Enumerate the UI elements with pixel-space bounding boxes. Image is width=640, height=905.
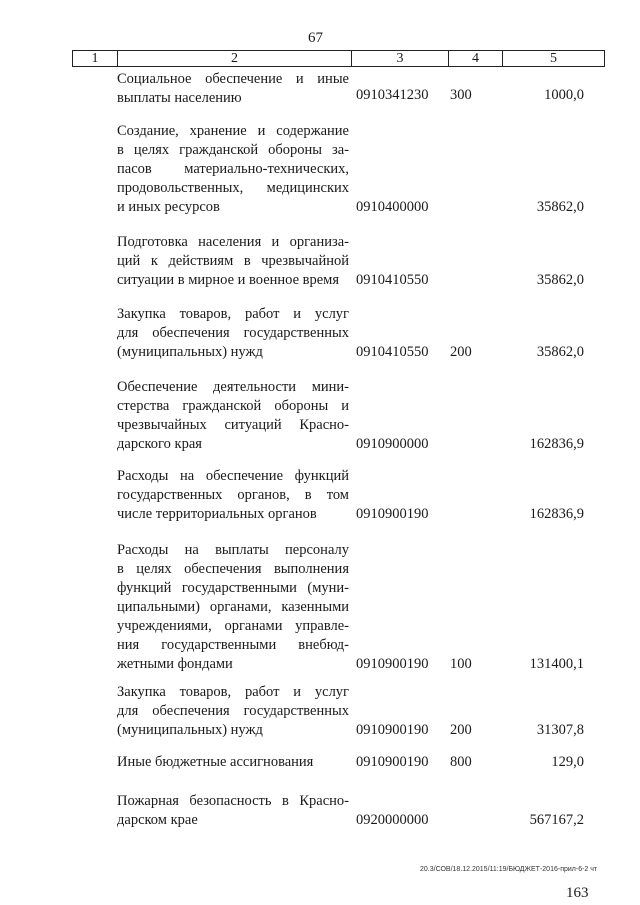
description-line: пасов материально-технических, <box>117 161 349 177</box>
description-line: функций государственными (муни- <box>117 580 349 596</box>
description-line: Пожарная безопасность в Красно- <box>117 793 349 809</box>
description-line: Расходы на обеспечение функций <box>117 468 349 484</box>
description-line: в целях гражданской обороны за- <box>117 142 349 158</box>
page-number: 67 <box>308 30 323 46</box>
description-line: (муниципальных) нужд <box>117 722 263 738</box>
row-description <box>117 792 349 830</box>
description-line: ситуации в мирное и военное время <box>117 272 340 288</box>
row-code: 0910900190 <box>356 506 429 522</box>
row-description <box>117 753 349 772</box>
row-description <box>117 683 349 740</box>
description-line: Закупка товаров, работ и услуг <box>117 684 349 700</box>
description-line: продовольственных, медицинских <box>117 180 349 196</box>
row-amount: 162836,9 <box>529 436 584 452</box>
column-header-1: 1 <box>73 51 118 66</box>
row-code: 0910900000 <box>356 436 429 452</box>
row-code: 0920000000 <box>356 812 429 828</box>
column-header-3: 3 <box>352 51 449 66</box>
description-line: учреждениями, органами управле- <box>117 618 349 634</box>
description-line: Закупка товаров, работ и услуг <box>117 306 349 322</box>
description-line: ций к действиям в чрезвычайной <box>117 253 349 269</box>
row-description <box>117 541 349 674</box>
column-header-2: 2 <box>118 51 352 66</box>
description-line: и иных ресурсов <box>117 199 220 215</box>
row-expense-type: 300 <box>450 87 472 103</box>
row-description <box>117 233 349 290</box>
row-expense-type: 200 <box>450 722 472 738</box>
row-amount: 162836,9 <box>529 506 584 522</box>
description-line: Подготовка населения и организа- <box>117 234 349 250</box>
description-line: ния государственными внебюд- <box>117 637 349 653</box>
row-amount: 31307,8 <box>536 722 584 738</box>
row-description <box>117 378 349 454</box>
row-amount: 567167,2 <box>529 812 584 828</box>
row-code: 0910341230 <box>356 87 429 103</box>
description-line: дарского края <box>117 436 202 452</box>
row-code: 0910900190 <box>356 754 429 770</box>
description-line: жетными фондами <box>117 656 233 672</box>
description-line: Обеспечение деятельности мини- <box>117 379 349 395</box>
sheet-number: 163 <box>566 885 589 901</box>
row-code: 0910410550 <box>356 272 429 288</box>
row-description <box>117 70 349 108</box>
description-line: (муниципальных) нужд <box>117 344 263 360</box>
description-line: в целях обеспечения выполнения <box>117 561 349 577</box>
description-line: государственных органов, в том <box>117 487 349 503</box>
row-description <box>117 122 349 217</box>
row-code: 0910900190 <box>356 722 429 738</box>
row-expense-type: 800 <box>450 754 472 770</box>
description-line: ципальными) органами, казенными <box>117 599 349 615</box>
description-line: Социальное обеспечение и иные <box>117 71 349 87</box>
row-amount: 35862,0 <box>536 199 584 215</box>
row-code: 0910900190 <box>356 656 429 672</box>
description-line: чрезвычайных ситуаций Красно- <box>117 417 349 433</box>
row-amount: 35862,0 <box>536 344 584 360</box>
description-line: для обеспечения государственных <box>117 325 349 341</box>
row-code: 0910410550 <box>356 344 429 360</box>
document-stamp: 20.3/СОВ/18.12.2015/11:19/БЮДЖЕТ-2016-прил-6-2 чт <box>420 866 598 873</box>
table-header <box>72 50 605 67</box>
description-line: дарском крае <box>117 812 198 828</box>
row-amount: 129,0 <box>551 754 584 770</box>
description-line: для обеспечения государственных <box>117 703 349 719</box>
row-expense-type: 100 <box>450 656 472 672</box>
row-amount: 131400,1 <box>529 656 584 672</box>
description-line: Иные бюджетные ассигнования <box>117 754 314 770</box>
row-code: 0910400000 <box>356 199 429 215</box>
column-header-5: 5 <box>550 51 557 66</box>
description-line: числе территориальных органов <box>117 506 317 522</box>
description-line: стерства гражданской обороны и <box>117 398 349 414</box>
description-line: выплаты населению <box>117 90 242 106</box>
row-amount: 1000,0 <box>544 87 584 103</box>
description-line: Расходы на выплаты персоналу <box>117 542 349 558</box>
row-expense-type: 200 <box>450 344 472 360</box>
row-description <box>117 305 349 362</box>
description-line: Создание, хранение и содержание <box>117 123 349 139</box>
column-header-4: 4 <box>449 51 503 66</box>
row-amount: 35862,0 <box>536 272 584 288</box>
row-description <box>117 467 349 524</box>
